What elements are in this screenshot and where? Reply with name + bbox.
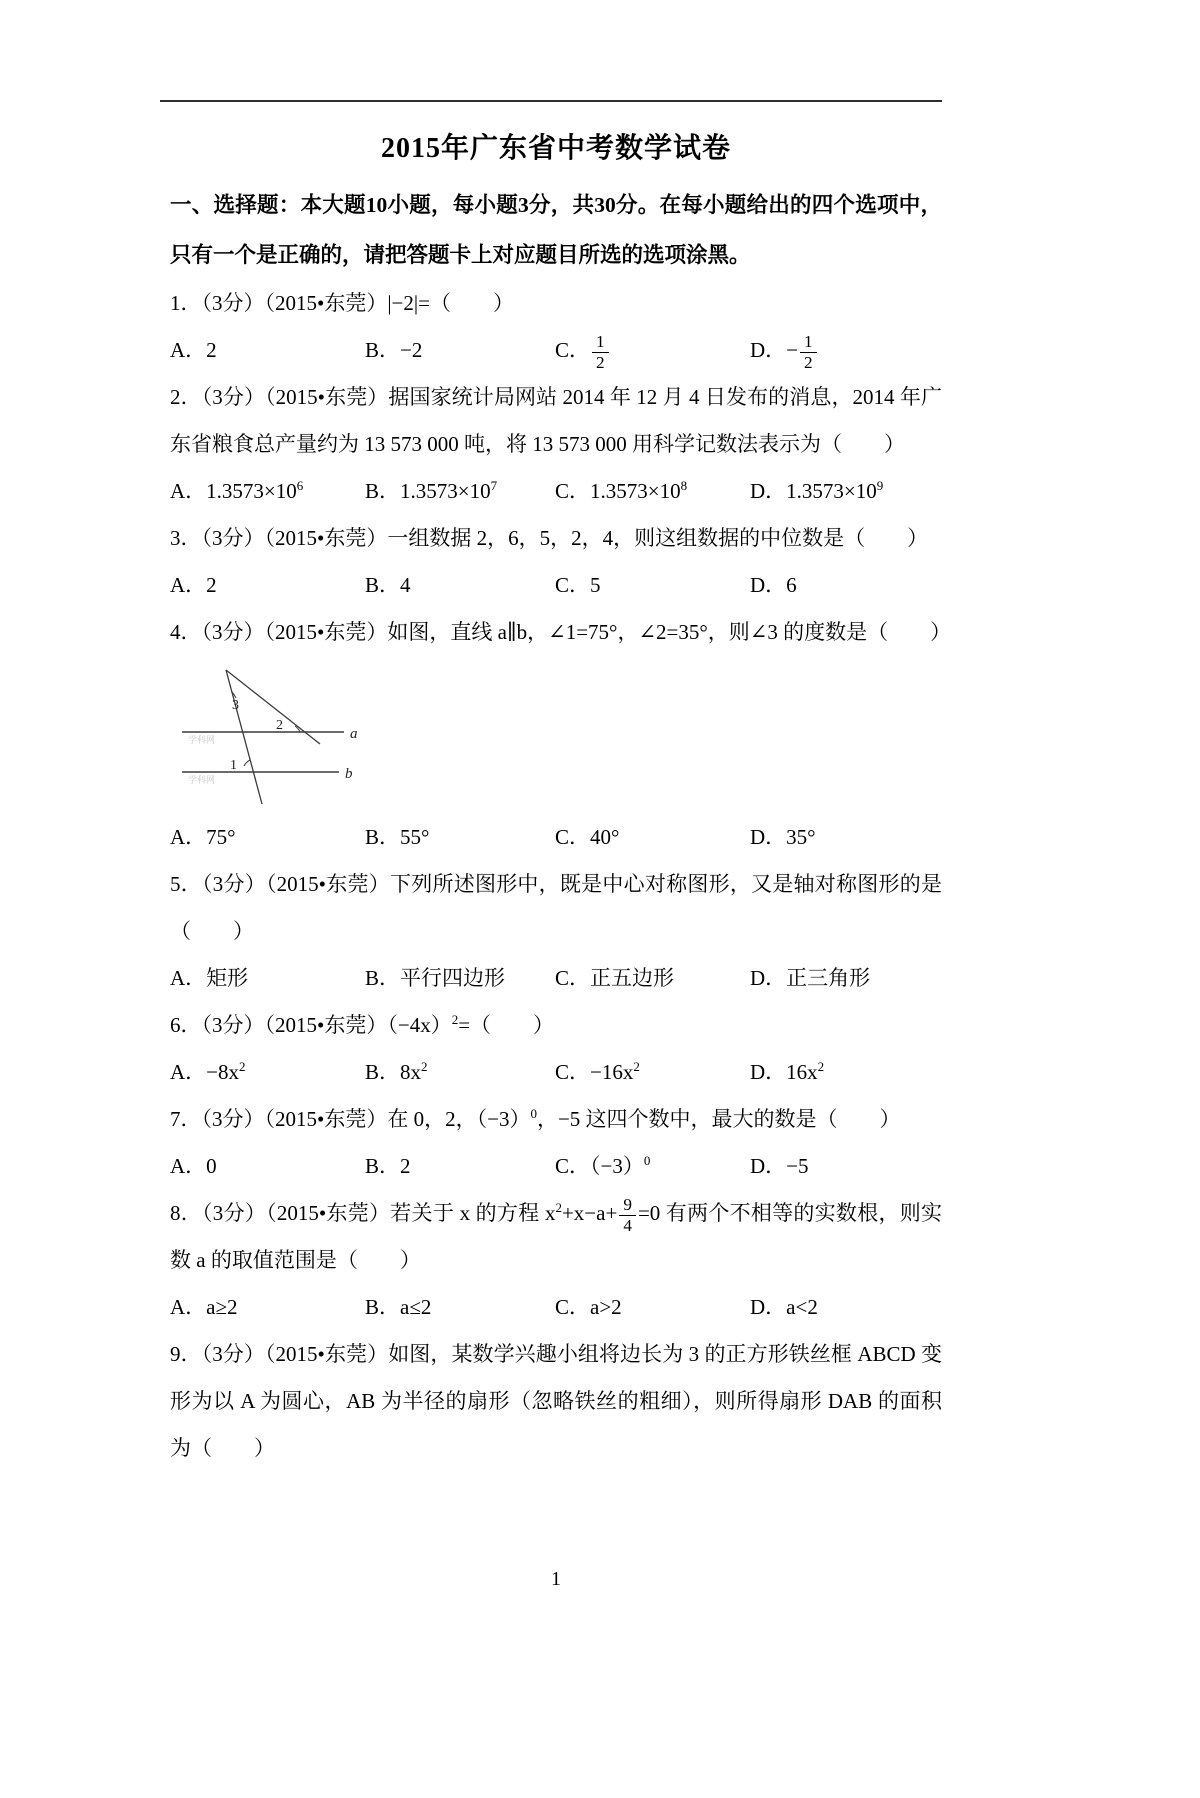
question-q2 (170, 374, 942, 515)
question-q8 (170, 1190, 942, 1331)
angle2-label: 2 (276, 718, 283, 733)
exam-page (0, 100, 1200, 1798)
superscript: 0 (530, 1106, 537, 1121)
superscript: 2 (817, 1059, 825, 1074)
option-b: B．55° (365, 825, 430, 849)
superscript: 0 (643, 1153, 651, 1168)
parallel-lines-figure (174, 660, 404, 810)
question-q5 (170, 861, 942, 1002)
line-b-label: b (345, 766, 353, 782)
option-c: C．a>2 (555, 1295, 622, 1319)
line-a-label: a (350, 726, 358, 742)
question-q9 (170, 1331, 942, 1472)
question-stem: 1．（3分）（2015•东莞）|−2|=（ ） (170, 291, 514, 315)
document-content (170, 126, 952, 1472)
question-q3 (170, 515, 942, 609)
question-stem: 5．（3分）（2015•东莞）下列所述图形中，既是中心对称图形，又是轴对称图形的是（ ） (170, 872, 942, 943)
fraction: $\frac{1}{2}$ (800, 332, 817, 373)
option-a: A．75° (170, 825, 236, 849)
page-number: 1 (551, 1568, 561, 1590)
superscript: 2 (451, 1012, 459, 1027)
angle1-arc (244, 760, 250, 766)
option-d: D．− $\frac{1}{2}$ (750, 327, 942, 374)
section-intro: 一、选择题：本大题10小题，每小题3分，共30分。在每小题给出的四个选项中，只有一个是正确的，请把答题卡上对应题目所选的选项涂黑。 (170, 193, 942, 267)
option-c: C．$1.3573\times 10^8$ (555, 478, 688, 503)
option-c: C．正五边形 (555, 966, 675, 990)
superscript: 8 (680, 478, 688, 493)
option-c: C．$(-3)^0$ (555, 1153, 651, 1178)
superscript: 2 (421, 1059, 428, 1074)
option-a: A．2 (170, 573, 217, 597)
question-stem: 6．（3分）（2015•东莞）$(-4x)^2=$（ ） (170, 1012, 555, 1037)
option-b: B．−2 (365, 338, 423, 362)
option-d: D．正三角形 (750, 966, 871, 990)
option-a: A．矩形 (170, 966, 249, 990)
question-stem: 9．（3分）（2015•东莞）如图，某数学兴趣小组将边长为 3 的正方形铁丝框 ABCD 变形为以 A 为圆心，AB 为半径的扇形（忽略铁丝的粗细），则所得扇形 DAB 的面积为（ ） (170, 1342, 942, 1460)
question-stem: 2．（3分）（2015•东莞）据国家统计局网站 2014 年 12 月 4 日发布的消息，2014 年广东省粮食总产量约为 13 573 000 吨，将 13 573 000 用科学记数法表示为（ ） (170, 385, 942, 456)
superscript: 2 (555, 1200, 562, 1215)
option-a: A．0 (170, 1154, 217, 1178)
option-b: B．平行四边形 (365, 966, 506, 990)
option-a: A．$-8x^2$ (170, 1059, 246, 1084)
superscript: 7 (490, 478, 498, 493)
question-stem: 3．（3分）（2015•东莞）一组数据 2，6，5，2，4，则这组数据的中位数是（ ） (170, 526, 929, 550)
options-row (170, 327, 942, 374)
options-row (170, 1284, 942, 1331)
options-row (170, 468, 942, 515)
option-a: A．2 (170, 338, 217, 362)
superscript: 6 (296, 478, 304, 493)
option-c: C．$-16x^2$ (555, 1059, 640, 1084)
options-row (170, 955, 942, 1002)
question-q1 (170, 280, 942, 374)
option-c: C． $\frac{1}{2}$ (555, 327, 750, 374)
fraction: $\frac{9}{4}$ (619, 1195, 636, 1236)
angle3-label: 3 (232, 698, 239, 713)
page-title: 2015年广东省中考数学试卷 (380, 133, 731, 164)
superscript: 2 (633, 1059, 640, 1074)
option-b: B．2 (365, 1154, 411, 1178)
options-row (170, 814, 942, 861)
fraction: $\frac{1}{2}$ (592, 332, 609, 373)
questions (170, 280, 952, 1472)
option-b: B．$8x^2$ (365, 1059, 428, 1084)
options-row (170, 1049, 942, 1096)
option-a: A．$1.3573\times 10^6$ (170, 478, 304, 503)
superscript: 9 (876, 478, 884, 493)
question-figure (174, 660, 942, 812)
option-d: D．35° (750, 825, 816, 849)
watermark-text: 学科网 (188, 735, 216, 745)
transversal-line (226, 670, 262, 804)
option-d: D．−5 (750, 1154, 809, 1178)
option-d: D．a<2 (750, 1295, 818, 1319)
options-row (170, 562, 942, 609)
question-q4 (170, 609, 952, 861)
angle1-label: 1 (230, 758, 237, 773)
question-q7 (170, 1096, 942, 1190)
header-rule (160, 100, 942, 102)
option-b: B．4 (365, 573, 411, 597)
option-d: D．6 (750, 573, 797, 597)
option-b: B．$1.3573\times 10^7$ (365, 478, 498, 503)
question-q6 (170, 1002, 942, 1096)
option-d: D．$16x^2$ (750, 1059, 825, 1084)
question-stem: 7．（3分）（2015•东莞）在 0，2，$(-3)^0$，−5 这四个数中，最大的数是（ ） (170, 1106, 901, 1131)
superscript: 2 (239, 1059, 246, 1074)
option-c: C．40° (555, 825, 620, 849)
option-c: C．5 (555, 573, 601, 597)
watermark-text: 学科网 (188, 775, 216, 785)
option-b: B．a≤2 (365, 1295, 432, 1319)
oblique-line (226, 670, 320, 744)
options-row (170, 1143, 942, 1190)
question-stem: 4．（3分）（2015•东莞）如图，直线 a∥b，∠1=75°，∠2=35°，则∠3 的度数是（ ） (170, 620, 952, 644)
option-d: D．$1.3573\times 10^9$ (750, 478, 884, 503)
option-a: A．a≥2 (170, 1295, 238, 1319)
question-stem: 8．（3分）（2015•东莞）若关于 x 的方程 $x^2+x-a+$ $\frac{9}{4}$ =0 有两个不相等的实数根，则实数 a 的取值范围是（ ） (170, 1194, 943, 1272)
